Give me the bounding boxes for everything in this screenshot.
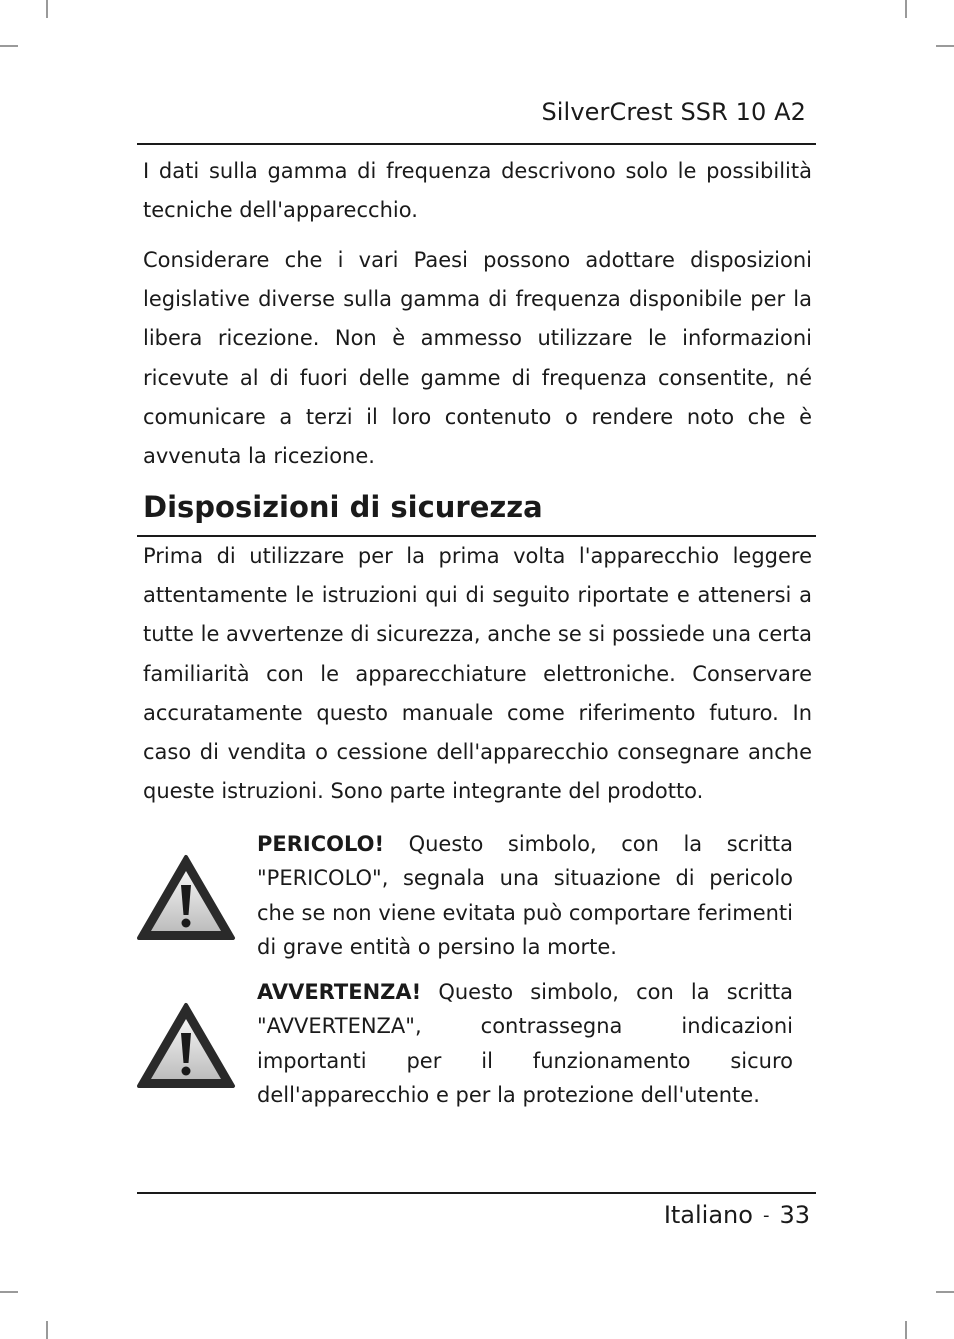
warning-label: PERICOLO! xyxy=(257,832,385,856)
intro-paragraph-2: Considerare che i vari Paesi possono adottare disposizioni legislative diverse sulla gamma di frequenza disponibile per la libera ricezione. Non è ammesso utilizzare le informazioni ricevute al di fuori delle gamme di frequenza consentite, né comunicare a terzi il loro contenuto o rendere noto che è avvenuta la ricezione. xyxy=(143,248,812,469)
header-rule xyxy=(137,143,816,145)
crop-mark xyxy=(905,0,907,18)
crop-mark xyxy=(46,1321,48,1339)
warning-triangle-icon xyxy=(136,1001,236,1089)
crop-mark xyxy=(905,1321,907,1339)
crop-mark xyxy=(936,1291,954,1293)
section-heading: Disposizioni di sicurezza xyxy=(143,490,543,524)
warning-text-danger xyxy=(257,827,793,964)
footer-rule xyxy=(137,1192,816,1194)
warning-triangle-icon xyxy=(136,853,236,941)
warning-label: AVVERTENZA! xyxy=(257,980,422,1004)
page-number: 33 xyxy=(779,1201,810,1229)
crop-mark xyxy=(0,45,18,47)
crop-mark xyxy=(46,0,48,18)
footer-separator: - xyxy=(762,1205,770,1226)
crop-mark xyxy=(0,1291,18,1293)
warning-body: Questo simbolo, con la scritta "AVVERTENZA", contrassegna indicazioni importanti per il funzionamento sicuro dell'apparecchio e per la protezione dell'utente. xyxy=(257,980,793,1107)
footer xyxy=(664,1201,810,1229)
crop-mark xyxy=(936,45,954,47)
header-title: SilverCrest SSR 10 A2 xyxy=(541,98,806,126)
footer-language: Italiano xyxy=(663,1201,753,1229)
intro-paragraph-1: I dati sulla gamma di frequenza descrivono solo le possibilità tecniche dell'apparecchio. xyxy=(143,159,812,223)
section-paragraph: Prima di utilizzare per la prima volta l'apparecchio leggere attentamente le istruzioni qui di seguito riportate e attenersi a tutte le avvertenze di sicurezza, anche se si possiede una certa familiarità con le apparecchiature elettroniche. Conservare accuratamente questo manuale come riferimento futuro. In caso di vendita o cessione dell'apparecchio consegnare anche queste istruzioni. Sono parte integrante del prodotto. xyxy=(143,544,812,804)
warning-body: Questo simbolo, con la scritta "PERICOLO", segnala una situazione di pericolo che se non viene evitata può comportare ferimenti di grave entità o persino la morte. xyxy=(257,832,793,959)
warning-text-caution xyxy=(257,975,793,1112)
